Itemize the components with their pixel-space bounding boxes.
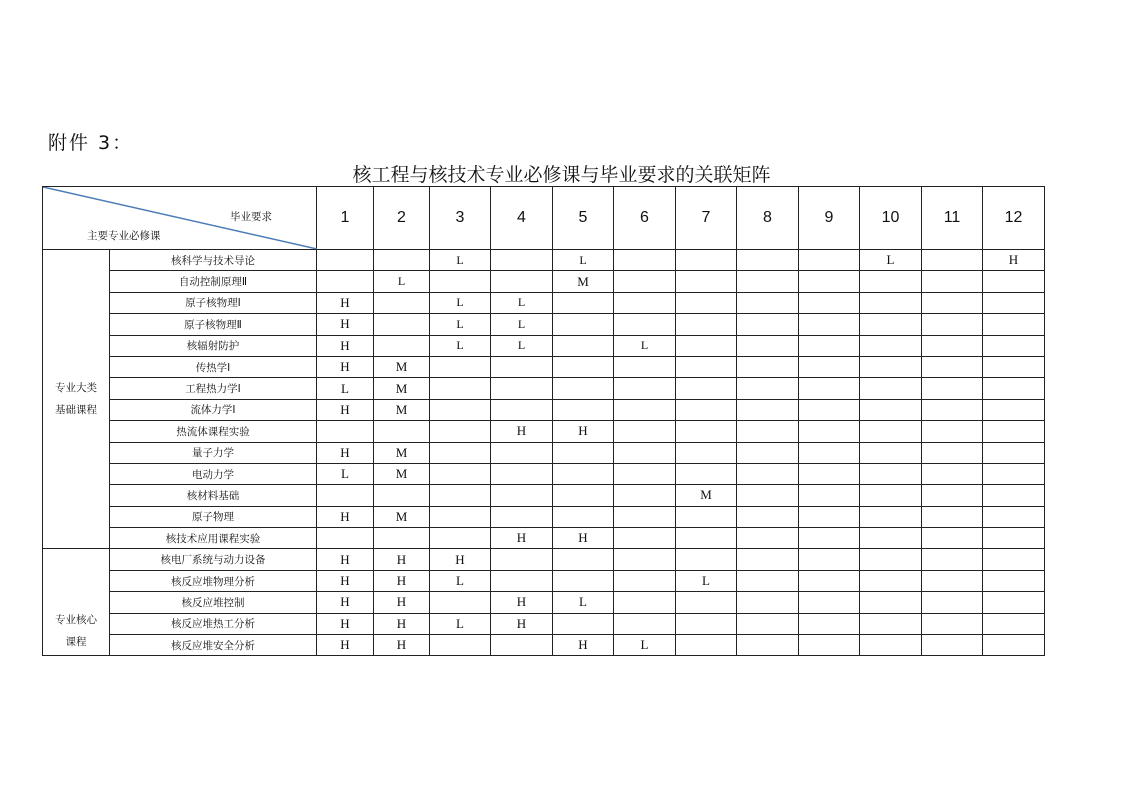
table-row bbox=[43, 506, 1045, 527]
matrix-value-cell bbox=[430, 592, 491, 613]
matrix-value-cell bbox=[983, 613, 1045, 634]
matrix-value-cell: M bbox=[374, 356, 430, 377]
table-row bbox=[43, 485, 1045, 506]
attachment-label: 附件 3： bbox=[48, 132, 134, 154]
matrix-value-cell bbox=[676, 549, 737, 570]
course-name-cell: 核反应堆热工分析 bbox=[110, 613, 317, 634]
matrix-value-cell bbox=[553, 570, 614, 591]
matrix-value-cell bbox=[799, 485, 860, 506]
courses-axis-label: 主要专业必修课 bbox=[87, 230, 161, 242]
matrix-value-cell bbox=[737, 292, 799, 313]
matrix-value-cell bbox=[430, 356, 491, 377]
matrix-value-cell bbox=[737, 635, 799, 656]
matrix-value-cell bbox=[860, 421, 922, 442]
diagonal-header-cell bbox=[43, 187, 317, 250]
matrix-value-cell bbox=[676, 378, 737, 399]
matrix-value-cell bbox=[491, 635, 553, 656]
matrix-value-cell bbox=[983, 356, 1045, 377]
matrix-value-cell: L bbox=[430, 292, 491, 313]
requirement-column-header: 11 bbox=[922, 187, 983, 250]
matrix-value-cell bbox=[430, 442, 491, 463]
matrix-value-cell bbox=[922, 250, 983, 271]
matrix-value-cell: H bbox=[553, 421, 614, 442]
correlation-matrix-table bbox=[42, 186, 1045, 656]
course-name-cell: 核技术应用课程实验 bbox=[110, 528, 317, 549]
matrix-value-cell bbox=[922, 356, 983, 377]
matrix-value-cell bbox=[799, 421, 860, 442]
matrix-value-cell bbox=[614, 292, 676, 313]
matrix-value-cell bbox=[676, 592, 737, 613]
matrix-value-cell bbox=[799, 378, 860, 399]
matrix-value-cell bbox=[374, 335, 430, 356]
matrix-value-cell bbox=[860, 528, 922, 549]
matrix-value-cell: H bbox=[374, 635, 430, 656]
matrix-value-cell bbox=[799, 314, 860, 335]
matrix-value-cell bbox=[860, 592, 922, 613]
matrix-value-cell bbox=[799, 271, 860, 292]
matrix-value-cell bbox=[676, 356, 737, 377]
matrix-value-cell bbox=[430, 463, 491, 484]
course-name-cell: 核反应堆物理分析 bbox=[110, 570, 317, 591]
matrix-value-cell bbox=[737, 335, 799, 356]
matrix-value-cell bbox=[737, 528, 799, 549]
matrix-value-cell bbox=[317, 271, 374, 292]
matrix-value-cell: L bbox=[374, 271, 430, 292]
matrix-value-cell bbox=[491, 271, 553, 292]
matrix-value-cell bbox=[799, 570, 860, 591]
matrix-value-cell bbox=[374, 292, 430, 313]
matrix-value-cell: L bbox=[491, 292, 553, 313]
matrix-value-cell bbox=[317, 485, 374, 506]
matrix-value-cell bbox=[860, 292, 922, 313]
matrix-value-cell bbox=[676, 528, 737, 549]
matrix-value-cell bbox=[922, 442, 983, 463]
matrix-value-cell bbox=[983, 506, 1045, 527]
matrix-value-cell: L bbox=[430, 570, 491, 591]
table-row bbox=[43, 613, 1045, 634]
matrix-value-cell bbox=[614, 399, 676, 420]
table-row bbox=[43, 335, 1045, 356]
matrix-value-cell bbox=[553, 335, 614, 356]
matrix-value-cell bbox=[317, 250, 374, 271]
matrix-value-cell bbox=[799, 250, 860, 271]
matrix-value-cell bbox=[553, 463, 614, 484]
matrix-value-cell bbox=[737, 463, 799, 484]
matrix-value-cell: H bbox=[317, 399, 374, 420]
course-name-cell: 电动力学 bbox=[110, 463, 317, 484]
table-row bbox=[43, 250, 1045, 271]
course-name-cell: 原子核物理Ⅰ bbox=[110, 292, 317, 313]
matrix-value-cell: H bbox=[374, 549, 430, 570]
table-row bbox=[43, 292, 1045, 313]
matrix-value-cell: H bbox=[317, 613, 374, 634]
matrix-value-cell: H bbox=[317, 549, 374, 570]
matrix-value-cell: L bbox=[614, 635, 676, 656]
matrix-value-cell bbox=[922, 292, 983, 313]
matrix-value-cell bbox=[737, 314, 799, 335]
matrix-value-cell: H bbox=[317, 356, 374, 377]
table-row bbox=[43, 399, 1045, 420]
matrix-value-cell bbox=[983, 635, 1045, 656]
matrix-value-cell bbox=[922, 613, 983, 634]
matrix-value-cell bbox=[983, 421, 1045, 442]
table-row bbox=[43, 314, 1045, 335]
matrix-value-cell bbox=[983, 292, 1045, 313]
matrix-value-cell: H bbox=[317, 570, 374, 591]
matrix-value-cell bbox=[737, 421, 799, 442]
requirements-axis-label: 毕业要求 bbox=[230, 211, 272, 223]
table-row bbox=[43, 549, 1045, 570]
matrix-value-cell bbox=[374, 314, 430, 335]
table-row bbox=[43, 421, 1045, 442]
matrix-value-cell: H bbox=[491, 592, 553, 613]
matrix-value-cell bbox=[922, 378, 983, 399]
matrix-value-cell bbox=[614, 314, 676, 335]
matrix-value-cell bbox=[860, 378, 922, 399]
matrix-value-cell bbox=[983, 570, 1045, 591]
matrix-value-cell bbox=[614, 463, 676, 484]
matrix-value-cell: H bbox=[317, 314, 374, 335]
matrix-value-cell bbox=[737, 549, 799, 570]
matrix-value-cell bbox=[553, 314, 614, 335]
matrix-value-cell bbox=[799, 613, 860, 634]
matrix-value-cell: L bbox=[614, 335, 676, 356]
table-row bbox=[43, 635, 1045, 656]
matrix-value-cell bbox=[799, 506, 860, 527]
matrix-value-cell bbox=[983, 528, 1045, 549]
matrix-value-cell bbox=[922, 506, 983, 527]
matrix-value-cell bbox=[860, 399, 922, 420]
matrix-value-cell bbox=[860, 506, 922, 527]
matrix-value-cell: L bbox=[430, 335, 491, 356]
matrix-value-cell bbox=[983, 485, 1045, 506]
matrix-value-cell bbox=[922, 335, 983, 356]
matrix-value-cell: H bbox=[491, 613, 553, 634]
course-name-cell: 核材料基础 bbox=[110, 485, 317, 506]
matrix-value-cell: L bbox=[317, 463, 374, 484]
matrix-value-cell bbox=[317, 528, 374, 549]
matrix-value-cell bbox=[799, 442, 860, 463]
course-name-cell: 核科学与技术导论 bbox=[110, 250, 317, 271]
matrix-value-cell bbox=[922, 635, 983, 656]
matrix-value-cell: M bbox=[374, 463, 430, 484]
matrix-value-cell bbox=[860, 463, 922, 484]
matrix-value-cell: L bbox=[430, 613, 491, 634]
matrix-value-cell bbox=[491, 378, 553, 399]
matrix-value-cell bbox=[614, 506, 676, 527]
matrix-value-cell: L bbox=[430, 314, 491, 335]
matrix-value-cell bbox=[430, 271, 491, 292]
matrix-value-cell bbox=[737, 570, 799, 591]
matrix-value-cell bbox=[799, 335, 860, 356]
matrix-body bbox=[43, 250, 1045, 656]
requirement-column-header: 1 bbox=[317, 187, 374, 250]
requirement-column-header: 7 bbox=[676, 187, 737, 250]
matrix-value-cell bbox=[799, 635, 860, 656]
matrix-value-cell bbox=[860, 613, 922, 634]
matrix-value-cell: L bbox=[676, 570, 737, 591]
matrix-value-cell bbox=[676, 463, 737, 484]
matrix-value-cell bbox=[491, 570, 553, 591]
matrix-value-cell bbox=[430, 485, 491, 506]
matrix-value-cell bbox=[374, 421, 430, 442]
matrix-value-cell bbox=[922, 528, 983, 549]
course-name-cell: 热流体课程实验 bbox=[110, 421, 317, 442]
matrix-value-cell bbox=[614, 356, 676, 377]
matrix-value-cell: H bbox=[317, 592, 374, 613]
matrix-value-cell bbox=[676, 442, 737, 463]
matrix-value-cell bbox=[737, 613, 799, 634]
matrix-value-cell bbox=[553, 356, 614, 377]
matrix-value-cell bbox=[922, 463, 983, 484]
matrix-value-cell: H bbox=[374, 613, 430, 634]
matrix-value-cell: H bbox=[430, 549, 491, 570]
matrix-value-cell bbox=[737, 271, 799, 292]
course-name-cell: 流体力学Ⅰ bbox=[110, 399, 317, 420]
table-row bbox=[43, 570, 1045, 591]
course-name-cell: 核反应堆控制 bbox=[110, 592, 317, 613]
course-name-cell: 核电厂系统与动力设备 bbox=[110, 549, 317, 570]
matrix-value-cell bbox=[737, 378, 799, 399]
matrix-value-cell: H bbox=[317, 635, 374, 656]
table-row bbox=[43, 271, 1045, 292]
matrix-value-cell bbox=[799, 356, 860, 377]
matrix-value-cell bbox=[983, 335, 1045, 356]
matrix-value-cell: M bbox=[374, 442, 430, 463]
matrix-value-cell bbox=[676, 399, 737, 420]
matrix-value-cell bbox=[922, 314, 983, 335]
matrix-value-cell bbox=[983, 314, 1045, 335]
matrix-value-cell: H bbox=[317, 442, 374, 463]
matrix-value-cell bbox=[614, 592, 676, 613]
matrix-value-cell: H bbox=[491, 421, 553, 442]
matrix-value-cell bbox=[374, 250, 430, 271]
requirement-column-header: 6 bbox=[614, 187, 676, 250]
requirement-column-header: 8 bbox=[737, 187, 799, 250]
matrix-value-cell: H bbox=[491, 528, 553, 549]
matrix-value-cell bbox=[553, 549, 614, 570]
course-name-cell: 原子物理 bbox=[110, 506, 317, 527]
matrix-value-cell bbox=[317, 421, 374, 442]
matrix-value-cell bbox=[737, 506, 799, 527]
matrix-value-cell bbox=[553, 292, 614, 313]
matrix-value-cell: H bbox=[374, 570, 430, 591]
matrix-value-cell bbox=[491, 399, 553, 420]
matrix-value-cell bbox=[799, 592, 860, 613]
matrix-value-cell: L bbox=[491, 335, 553, 356]
matrix-value-cell: H bbox=[374, 592, 430, 613]
matrix-value-cell bbox=[430, 635, 491, 656]
matrix-value-cell bbox=[614, 570, 676, 591]
matrix-value-cell bbox=[737, 485, 799, 506]
matrix-value-cell bbox=[860, 485, 922, 506]
matrix-value-cell: L bbox=[317, 378, 374, 399]
matrix-value-cell bbox=[860, 549, 922, 570]
matrix-value-cell bbox=[491, 442, 553, 463]
course-name-cell: 核辐射防护 bbox=[110, 335, 317, 356]
course-name-cell: 量子力学 bbox=[110, 442, 317, 463]
matrix-value-cell bbox=[922, 592, 983, 613]
table-row bbox=[43, 442, 1045, 463]
matrix-value-cell bbox=[676, 335, 737, 356]
matrix-value-cell bbox=[430, 528, 491, 549]
matrix-value-cell bbox=[983, 378, 1045, 399]
table-row bbox=[43, 378, 1045, 399]
page-title: 核工程与核技术专业必修课与毕业要求的关联矩阵 bbox=[352, 164, 771, 186]
course-name-cell: 传热学Ⅰ bbox=[110, 356, 317, 377]
matrix-value-cell: L bbox=[491, 314, 553, 335]
matrix-value-cell bbox=[737, 356, 799, 377]
matrix-value-cell bbox=[860, 570, 922, 591]
requirement-column-header: 5 bbox=[553, 187, 614, 250]
matrix-value-cell: L bbox=[860, 250, 922, 271]
matrix-value-cell bbox=[922, 549, 983, 570]
matrix-value-cell bbox=[614, 250, 676, 271]
matrix-value-cell bbox=[860, 356, 922, 377]
matrix-value-cell bbox=[491, 549, 553, 570]
diagonal-line bbox=[43, 187, 317, 249]
matrix-value-cell bbox=[614, 271, 676, 292]
matrix-value-cell: H bbox=[553, 528, 614, 549]
table-row bbox=[43, 463, 1045, 484]
matrix-value-cell bbox=[553, 442, 614, 463]
requirement-column-header: 9 bbox=[799, 187, 860, 250]
matrix-value-cell bbox=[983, 549, 1045, 570]
matrix-value-cell: M bbox=[374, 399, 430, 420]
requirement-column-header: 10 bbox=[860, 187, 922, 250]
matrix-value-cell bbox=[983, 399, 1045, 420]
matrix-value-cell bbox=[922, 570, 983, 591]
matrix-value-cell bbox=[676, 250, 737, 271]
matrix-value-cell bbox=[922, 421, 983, 442]
matrix-value-cell bbox=[614, 528, 676, 549]
matrix-value-cell: L bbox=[553, 250, 614, 271]
matrix-value-cell bbox=[614, 549, 676, 570]
category-cell: 专业大类 基础课程 bbox=[43, 250, 110, 549]
matrix-value-cell bbox=[430, 506, 491, 527]
matrix-value-cell bbox=[491, 250, 553, 271]
matrix-value-cell bbox=[799, 528, 860, 549]
matrix-value-cell: L bbox=[553, 592, 614, 613]
matrix-value-cell: H bbox=[553, 635, 614, 656]
matrix-value-cell bbox=[676, 421, 737, 442]
matrix-value-cell: H bbox=[983, 250, 1045, 271]
matrix-value-cell bbox=[676, 635, 737, 656]
matrix-value-cell bbox=[553, 485, 614, 506]
matrix-value-cell bbox=[491, 506, 553, 527]
table-row bbox=[43, 528, 1045, 549]
matrix-value-cell: L bbox=[430, 250, 491, 271]
matrix-value-cell bbox=[860, 314, 922, 335]
matrix-value-cell bbox=[614, 421, 676, 442]
matrix-value-cell bbox=[430, 421, 491, 442]
matrix-value-cell: H bbox=[317, 506, 374, 527]
matrix-value-cell bbox=[614, 485, 676, 506]
matrix-value-cell bbox=[676, 613, 737, 634]
matrix-value-cell: M bbox=[374, 378, 430, 399]
matrix-value-cell bbox=[860, 271, 922, 292]
matrix-value-cell bbox=[983, 463, 1045, 484]
matrix-value-cell bbox=[491, 463, 553, 484]
requirement-column-header: 4 bbox=[491, 187, 553, 250]
course-name-cell: 工程热力学Ⅰ bbox=[110, 378, 317, 399]
matrix-value-cell: M bbox=[374, 506, 430, 527]
matrix-value-cell bbox=[614, 378, 676, 399]
matrix-value-cell bbox=[553, 378, 614, 399]
matrix-value-cell bbox=[374, 528, 430, 549]
category-cell: 专业核心 课程 bbox=[43, 549, 110, 656]
matrix-value-cell bbox=[737, 250, 799, 271]
matrix-value-cell bbox=[983, 271, 1045, 292]
matrix-value-cell bbox=[860, 335, 922, 356]
header-row bbox=[43, 187, 1045, 250]
matrix-value-cell bbox=[737, 399, 799, 420]
requirement-column-header: 2 bbox=[374, 187, 430, 250]
matrix-value-cell bbox=[799, 399, 860, 420]
course-name-cell: 核反应堆安全分析 bbox=[110, 635, 317, 656]
matrix-value-cell bbox=[860, 442, 922, 463]
matrix-value-cell bbox=[983, 442, 1045, 463]
matrix-value-cell bbox=[799, 292, 860, 313]
matrix-value-cell bbox=[614, 613, 676, 634]
matrix-value-cell bbox=[737, 592, 799, 613]
matrix-value-cell bbox=[553, 613, 614, 634]
matrix-value-cell bbox=[922, 485, 983, 506]
matrix-value-cell bbox=[799, 463, 860, 484]
matrix-value-cell bbox=[676, 271, 737, 292]
matrix-value-cell: M bbox=[676, 485, 737, 506]
matrix-value-cell bbox=[799, 549, 860, 570]
matrix-value-cell bbox=[491, 485, 553, 506]
matrix-value-cell bbox=[676, 314, 737, 335]
matrix-value-cell: H bbox=[317, 335, 374, 356]
matrix-value-cell bbox=[922, 271, 983, 292]
matrix-value-cell bbox=[553, 506, 614, 527]
matrix-value-cell bbox=[430, 399, 491, 420]
matrix-value-cell bbox=[737, 442, 799, 463]
matrix-value-cell bbox=[553, 399, 614, 420]
requirement-column-header: 12 bbox=[983, 187, 1045, 250]
matrix-value-cell bbox=[614, 442, 676, 463]
table-row bbox=[43, 356, 1045, 377]
matrix-value-cell bbox=[983, 592, 1045, 613]
course-name-cell: 原子核物理Ⅱ bbox=[110, 314, 317, 335]
matrix-value-cell: H bbox=[317, 292, 374, 313]
matrix-value-cell bbox=[922, 399, 983, 420]
matrix-value-cell bbox=[374, 485, 430, 506]
matrix-value-cell bbox=[676, 292, 737, 313]
table-row bbox=[43, 592, 1045, 613]
matrix-value-cell: M bbox=[553, 271, 614, 292]
requirement-column-header: 3 bbox=[430, 187, 491, 250]
matrix-value-cell bbox=[430, 378, 491, 399]
matrix-value-cell bbox=[676, 506, 737, 527]
matrix-value-cell bbox=[860, 635, 922, 656]
course-name-cell: 自动控制原理Ⅱ bbox=[110, 271, 317, 292]
matrix-value-cell bbox=[491, 356, 553, 377]
